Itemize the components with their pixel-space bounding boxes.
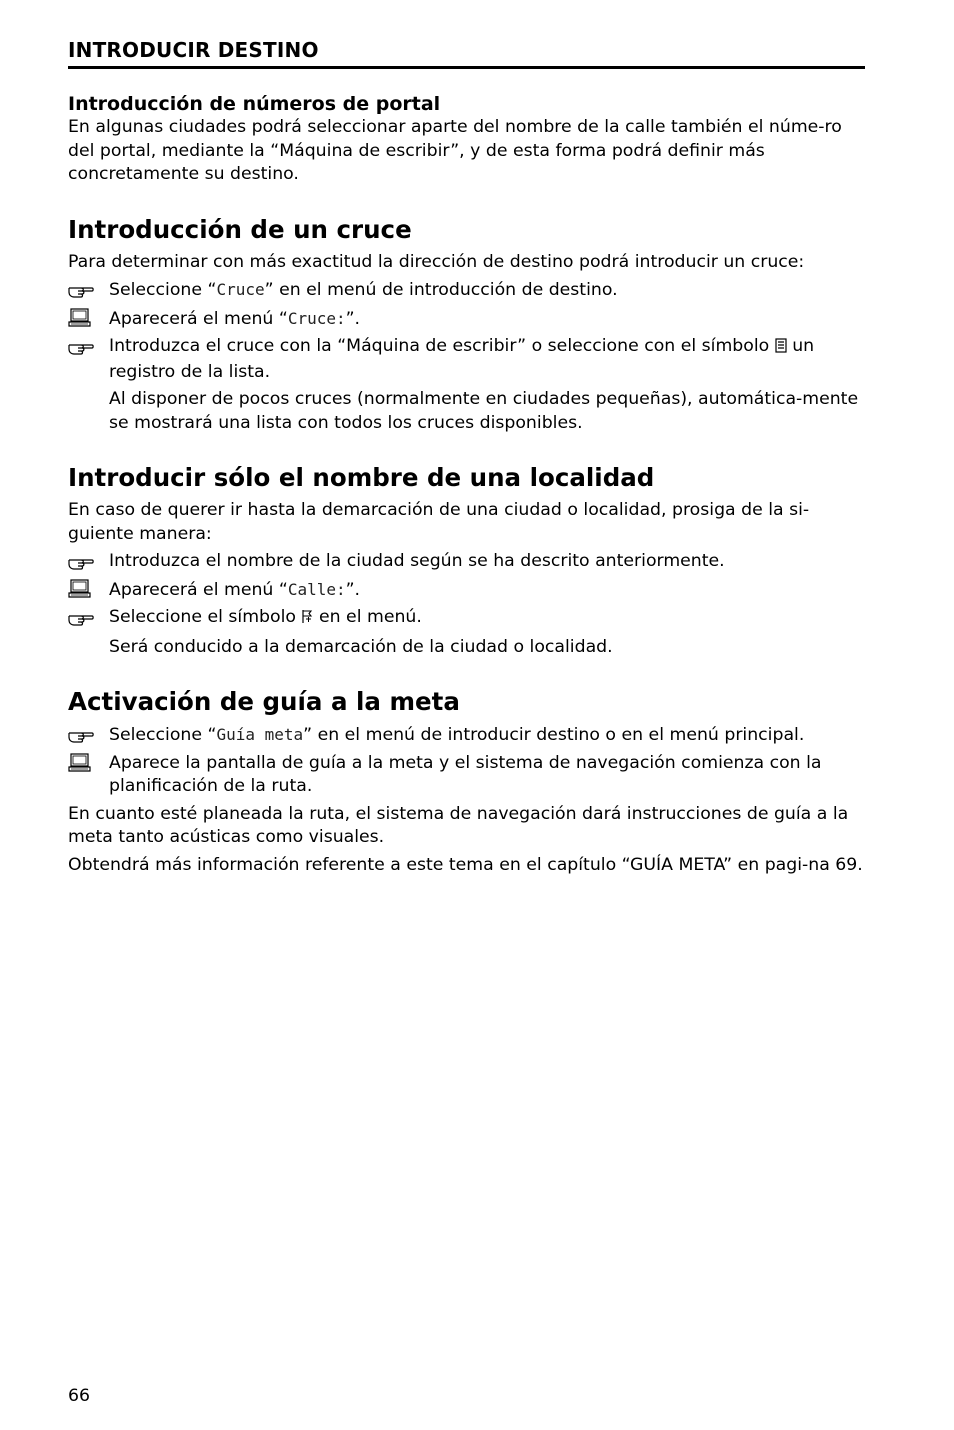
locality-flag-icon <box>301 608 313 632</box>
localidad-step-2-pre: Aparecerá el menú “ <box>109 579 288 600</box>
cruce-menu-code: Cruce <box>216 280 265 299</box>
page-number: 66 <box>68 1386 90 1406</box>
localidad-note-text: Será conducido a la demarcación de la ciudad o localidad. <box>109 636 613 657</box>
list-icon <box>775 337 787 361</box>
pointing-hand-icon <box>68 606 109 629</box>
pointing-hand-icon <box>68 723 109 746</box>
guia-step-1 <box>68 723 865 748</box>
pointing-hand-icon <box>68 278 109 301</box>
cruce-step-2-post: ”. <box>345 308 361 329</box>
page <box>68 38 865 877</box>
localidad-step-1 <box>68 550 865 574</box>
cruce-step-3 <box>68 335 865 384</box>
cruce-note-text: Al disponer de pocos cruces (normalmente en ciudades pequeñas), automática-mente se mostrará una lista con todos los cruces disponibles. <box>109 389 859 433</box>
guia-para-2: Obtendrá más información referente a este tema en el capítulo “GUÍA META” en pagi-na 69. <box>68 854 863 875</box>
localidad-intro: En caso de querer ir hasta la demarcación de una ciudad o localidad, prosiga de la si-guiente manera: <box>68 500 810 544</box>
cruce-screen-code: Cruce: <box>287 308 346 328</box>
header-title: INTRODUCIR DESTINO <box>68 38 319 62</box>
cruce-step-2-pre: Aparecerá el menú “ <box>109 308 288 329</box>
header-rule <box>68 66 865 69</box>
guia-meta-code: Guía meta <box>216 725 304 744</box>
guia-step-2 <box>68 752 865 799</box>
cruce-note <box>68 388 865 435</box>
portal-subheading: Introducción de números de portal <box>68 93 441 115</box>
guia-heading: Activación de guía a la meta <box>68 687 460 716</box>
cruce-step-3-pre: Introduzca el cruce con la “Máquina de escribir” o seleccione con el símbolo <box>109 336 770 356</box>
cruce-step-2 <box>68 307 865 332</box>
localidad-step-3-post: en el menú. <box>318 607 422 627</box>
guia-step-2-text: Aparece la pantalla de guía a la meta y el sistema de navegación comienza con la planificación de la ruta. <box>109 752 822 796</box>
portal-text: En algunas ciudades podrá seleccionar aparte del nombre de la calle también el núme-ro del portal, mediante la “Máquina de escribir”, y de esta forma podrá definir más concretamente su destino. <box>68 117 842 184</box>
localidad-step-3-pre: Seleccione el símbolo <box>109 607 296 627</box>
localidad-step-2 <box>68 578 865 603</box>
cruce-heading: Introducción de un cruce <box>68 214 412 244</box>
localidad-step-1-text: Introduzca el nombre de la ciudad según se ha descrito anteriormente. <box>109 551 725 571</box>
localidad-heading: Introducir sólo el nombre de una localidad <box>68 463 655 492</box>
display-screen-icon <box>68 578 109 601</box>
cruce-step-1-pre: Seleccione “ <box>109 280 217 300</box>
cruce-intro: Para determinar con más exactitud la dirección de destino podrá introducir un cruce: <box>68 251 805 272</box>
cruce-step-1-post: ” en el menú de introducción de destino. <box>264 280 618 300</box>
pointing-hand-icon <box>68 335 109 358</box>
display-screen-icon <box>68 307 109 330</box>
guia-para-1: En cuanto esté planeada la ruta, el sistema de navegación dará instrucciones de guía a la meta tanto acústicas como visuales. <box>68 803 849 847</box>
localidad-step-2-post: ”. <box>345 579 361 600</box>
guia-step-1-pre: Seleccione “ <box>109 725 217 745</box>
calle-screen-code: Calle: <box>287 579 346 599</box>
cruce-step-1 <box>68 278 865 303</box>
display-screen-icon <box>68 752 109 775</box>
localidad-note <box>68 636 865 660</box>
localidad-step-3 <box>68 606 865 632</box>
cruce-step-3-post: un registro de la lista. <box>109 336 815 382</box>
pointing-hand-icon <box>68 550 109 573</box>
guia-step-1-post: ” en el menú de introducir destino o en el menú principal. <box>303 725 805 745</box>
